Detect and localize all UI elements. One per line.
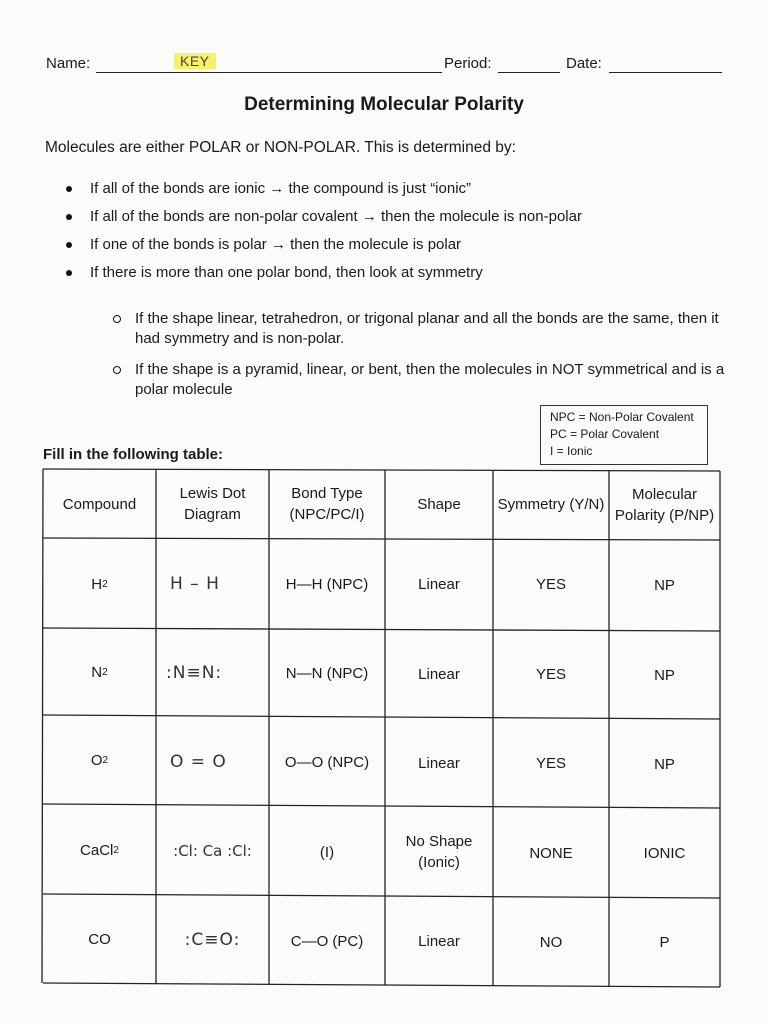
lewis-diagram-cell: O = O xyxy=(170,751,227,772)
name-label: Name: xyxy=(46,55,91,72)
lewis-diagram-cell: :Cl: Ca :Cl: xyxy=(173,841,252,860)
compound-cell: H 2 xyxy=(91,575,108,593)
bond-type-cell: N—N (NPC) xyxy=(285,664,369,682)
col-header-shape: Shape xyxy=(417,495,461,513)
polarity-cell: NP xyxy=(654,577,675,594)
polarity-cell: NP xyxy=(654,667,675,684)
header-line xyxy=(46,52,728,78)
period-label: Period: xyxy=(444,55,492,72)
col-header-bond-type: Bond Type (NPC/PC/I) xyxy=(289,485,365,523)
name-blank xyxy=(96,72,442,73)
sub-list-item: If the shape linear, tetrahedron, or trigonal planar and all the bonds are the same, then it had symmetry and is non-polar. xyxy=(113,309,725,349)
shape-cell: Linear xyxy=(418,754,460,772)
list-item: If all of the bonds are non-polar covalent → then the molecule is non-polar xyxy=(64,208,734,225)
lewis-diagram-cell: :C≡O: xyxy=(184,930,241,950)
legend-item: NPC = Non-Polar Covalent xyxy=(550,410,694,424)
bullet-icon xyxy=(66,214,72,220)
polarity-cell: NP xyxy=(654,755,675,773)
sub-list-item: If the shape is a pyramid, linear, or bent, then the molecules in NOT symmetrical and is a polar molecule xyxy=(113,360,725,400)
table-instruction: Fill in the following table: xyxy=(43,446,223,463)
shape-cell: Linear xyxy=(418,933,460,950)
intro-text: Molecules are either POLAR or NON-POLAR. This is determined by: xyxy=(45,139,516,156)
compound-cell: O 2 xyxy=(90,752,109,769)
col-header-symmetry: Symmetry (Y/N) xyxy=(497,495,605,513)
col-header-polarity: Molecular Polarity (P/NP) xyxy=(614,486,715,524)
shape-cell: No Shape (Ionic) xyxy=(405,833,473,871)
bullet-icon xyxy=(66,270,72,276)
symmetry-cell: YES xyxy=(535,576,566,593)
symmetry-cell: NONE xyxy=(529,844,573,862)
col-header-compound: Compound xyxy=(62,495,137,513)
date-blank xyxy=(609,72,722,73)
bond-type-cell: (I) xyxy=(319,843,335,861)
period-blank xyxy=(498,72,560,73)
list-item: If all of the bonds are ionic → the compound is just “ionic” xyxy=(64,180,734,197)
legend-item: I = Ionic xyxy=(550,444,593,458)
list-item: If one of the bonds is polar → then the molecule is polar xyxy=(64,236,734,253)
polarity-cell: P xyxy=(659,934,670,951)
compound-cell: N 2 xyxy=(91,664,108,681)
hollow-bullet-icon xyxy=(113,366,121,374)
list-item: If there is more than one polar bond, then look at symmetry xyxy=(64,264,734,281)
name-value: KEY xyxy=(174,53,216,69)
compound-cell: CaCl 2 xyxy=(80,841,119,859)
bond-type-cell: O—O (NPC) xyxy=(284,753,370,771)
col-header-lewis: Lewis Dot Diagram xyxy=(179,485,246,523)
lewis-diagram-cell: :N≡N: xyxy=(166,662,223,683)
bullet-icon xyxy=(66,186,72,192)
page-title: Determining Molecular Polarity xyxy=(244,94,524,115)
symmetry-cell: YES xyxy=(535,666,566,683)
date-label: Date: xyxy=(566,55,602,72)
compound-cell: CO xyxy=(88,931,111,948)
hollow-bullet-icon xyxy=(113,315,121,323)
bond-type-cell: H—H (NPC) xyxy=(285,575,369,593)
shape-cell: Linear xyxy=(418,666,460,683)
symmetry-cell: YES xyxy=(535,754,566,772)
bond-type-cell: C—O (PC) xyxy=(290,933,364,950)
rules-list xyxy=(64,180,734,292)
polarity-cell: IONIC xyxy=(643,844,686,862)
symmetry-cell: NO xyxy=(539,934,563,951)
shape-cell: Linear xyxy=(418,575,460,593)
bullet-icon xyxy=(66,242,72,248)
legend-item: PC = Polar Covalent xyxy=(550,427,660,441)
abbreviation-legend xyxy=(540,405,708,465)
lewis-diagram-cell: H – H xyxy=(170,573,220,594)
